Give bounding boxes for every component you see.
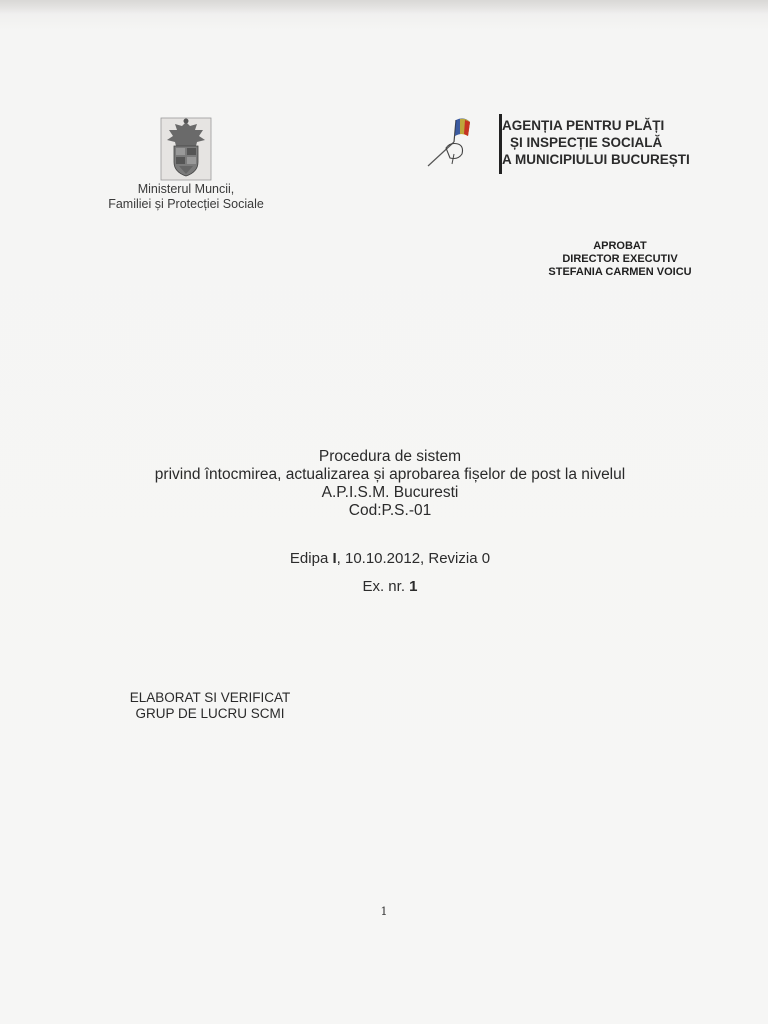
ministry-line-1: Ministerul Muncii, (137, 182, 235, 196)
flag-hand-logo-icon (424, 112, 504, 176)
approval-block (520, 240, 720, 279)
edition-block (200, 545, 580, 601)
elaborated-block (100, 690, 320, 722)
agency-name (502, 117, 712, 168)
page-number: 1 (380, 905, 388, 918)
edition-label: Edipa (289, 550, 329, 567)
approval-line-2: DIRECTOR EXECUTIV (562, 253, 678, 265)
copy-number: 1 (409, 578, 418, 595)
copy-label: Ex. nr. (362, 578, 405, 595)
title-line-3: A.P.I.S.M. Bucuresti (321, 484, 459, 501)
approval-line-1: APROBAT (593, 240, 647, 252)
document-title (80, 448, 700, 520)
agency-line-1: AGENȚIA PENTRU PLĂȚI (502, 118, 665, 133)
edition-line (200, 545, 580, 573)
romanian-coat-of-arms-icon (157, 116, 215, 182)
ministry-line-2: Familiei și Protecției Sociale (108, 197, 264, 211)
title-line-1: Procedura de sistem (318, 448, 462, 465)
elaborated-line-1: ELABORAT SI VERIFICAT (129, 690, 291, 705)
ministry-name (80, 182, 292, 212)
copy-line (200, 573, 580, 601)
approval-line-3: STEFANIA CARMEN VOICU (548, 266, 692, 278)
scan-shadow (0, 0, 768, 14)
agency-line-3: A MUNICIPIULUI BUCUREȘTI (502, 152, 690, 167)
agency-line-2: ȘI INSPECȚIE SOCIALĂ (510, 135, 663, 150)
document-code: Cod:P.S.-01 (348, 502, 432, 519)
edition-number: I (332, 550, 337, 567)
elaborated-line-2: GRUP DE LUCRU SCMI (135, 706, 285, 721)
edition-date-revision: , 10.10.2012, Revizia 0 (336, 550, 491, 567)
title-line-2: privind întocmirea, actualizarea și aprobarea fișelor de post la nivelul (154, 466, 626, 483)
